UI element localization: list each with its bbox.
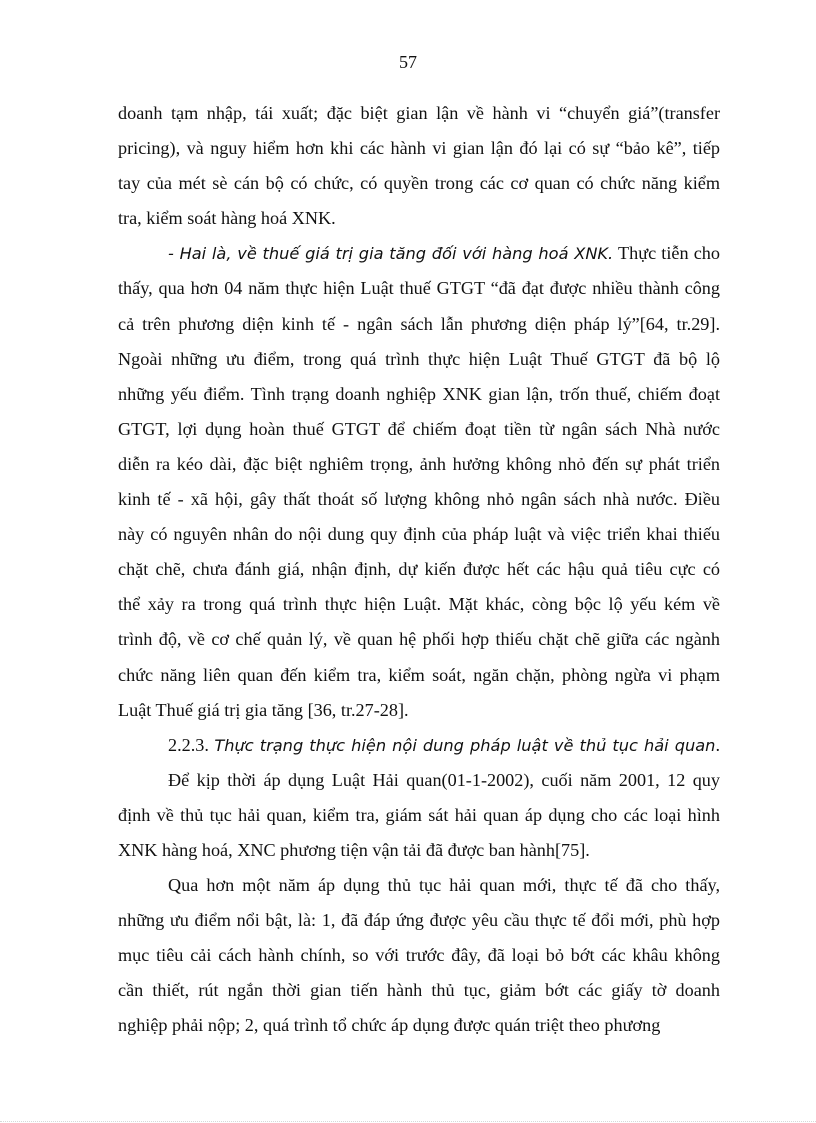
section-heading bbox=[118, 728, 720, 763]
text-line: Qua hơn một năm áp dụng thủ tục hải quan mới, thực tế đã cho thấy, bbox=[168, 875, 720, 896]
text-line: doanh tạm nhập, tái xuất; đặc biệt gian lận về hành vi “chuyển giá”(transfer bbox=[118, 103, 720, 123]
section-title: Thực trạng thực hiện nội dung pháp luật về thủ tục hải quan bbox=[214, 735, 716, 755]
text-line: chặt chẽ, chưa đánh giá, nhận định, dự kiến được hết các hậu quả tiêu cực có bbox=[118, 559, 720, 580]
text-line: thấy, qua hơn 04 năm thực hiện Luật thuế GTGT “đã đạt được nhiều thành công bbox=[118, 278, 720, 299]
section-number: 2.2.3. bbox=[168, 734, 215, 755]
paragraph-heading-line bbox=[118, 236, 720, 271]
page-number: 57 bbox=[399, 52, 417, 72]
text-line: diễn ra kéo dài, đặc biệt nghiêm trọng, ảnh hưởng không nhỏ đến sự phát triển bbox=[118, 453, 720, 474]
text-line: GTGT, lợi dụng hoàn thuế GTGT để chiếm đoạt tiền từ ngân sách Nhà nước bbox=[118, 418, 720, 439]
text-line: những ưu điểm nổi bật, là: 1, đã đáp ứng được yêu cầu thực tế đổi mới, phù hợp bbox=[118, 910, 720, 931]
text-line: XNK hàng hoá, XNC phương tiện vận tải đã được ban hành[75]. bbox=[118, 839, 590, 860]
heading-continuation: Thực tiễn cho bbox=[613, 243, 720, 264]
text-line: chức năng liên quan đến kiểm tra, kiểm soát, ngăn chặn, phòng ngừa vi phạm bbox=[118, 664, 720, 685]
text-line: kinh tế - xã hội, gây thất thoát số lượng không nhỏ ngân sách nhà nước. Điều bbox=[118, 489, 720, 510]
text-line: tay của mét sè cán bộ có chức, có quyền trong các cơ quan có chức năng kiểm bbox=[118, 173, 720, 194]
text-line: định về thủ tục hải quan, kiểm tra, giám sát hải quan áp dụng cho các loại hình bbox=[118, 804, 720, 825]
text-line: cả trên phương diện kinh tế - ngân sách lẫn phương diện pháp lý”[64, tr.29]. bbox=[118, 313, 720, 334]
text-line: Ngoài những ưu điểm, trong quá trình thực hiện Luật Thuế GTGT đã bộ lộ bbox=[118, 348, 720, 369]
text-line: Để kịp thời áp dụng Luật Hải quan(01-1-2002), cuối năm 2001, 12 quy bbox=[168, 769, 720, 790]
page-body bbox=[118, 96, 720, 1044]
page-bottom-rule bbox=[0, 1121, 816, 1122]
section-title-end: . bbox=[715, 734, 720, 755]
text-line: nghiệp phải nộp; 2, quá trình tổ chức áp dụng được quán triệt theo phương bbox=[118, 1015, 661, 1036]
italic-heading: - Hai là, về thuế giá trị gia tăng đối với hàng hoá XNK. bbox=[168, 244, 614, 264]
text-line: những yếu điểm. Tình trạng doanh nghiệp XNK gian lận, trốn thuế, chiếm đoạt bbox=[118, 383, 720, 404]
text-line: Luật Thuế giá trị gia tăng [36, tr.27-28]. bbox=[118, 699, 409, 720]
text-line: thể xảy ra trong quá trình thực hiện Luật. Mặt khác, còng bộc lộ yếu kém về bbox=[118, 594, 720, 615]
text-line: tra, kiểm soát hàng hoá XNK. bbox=[118, 208, 336, 229]
text-line: mục tiêu cải cách hành chính, so với trước đây, đã loại bỏ bớt các khâu không bbox=[118, 945, 720, 966]
text-line: pricing), và nguy hiểm hơn khi các hành vi gian lận đó lại có sự “bảo kê”, tiếp bbox=[118, 138, 720, 159]
text-line: cần thiết, rút ngắn thời gian tiến hành thủ tục, giảm bớt các giấy tờ doanh bbox=[118, 980, 720, 1001]
text-line: này có nguyên nhân do nội dung quy định của pháp luật và việc triển khai thiếu bbox=[118, 524, 720, 545]
text-line: trình độ, về cơ chế quản lý, về quan hệ phối hợp thiếu chặt chẽ giữa các ngành bbox=[118, 629, 720, 650]
